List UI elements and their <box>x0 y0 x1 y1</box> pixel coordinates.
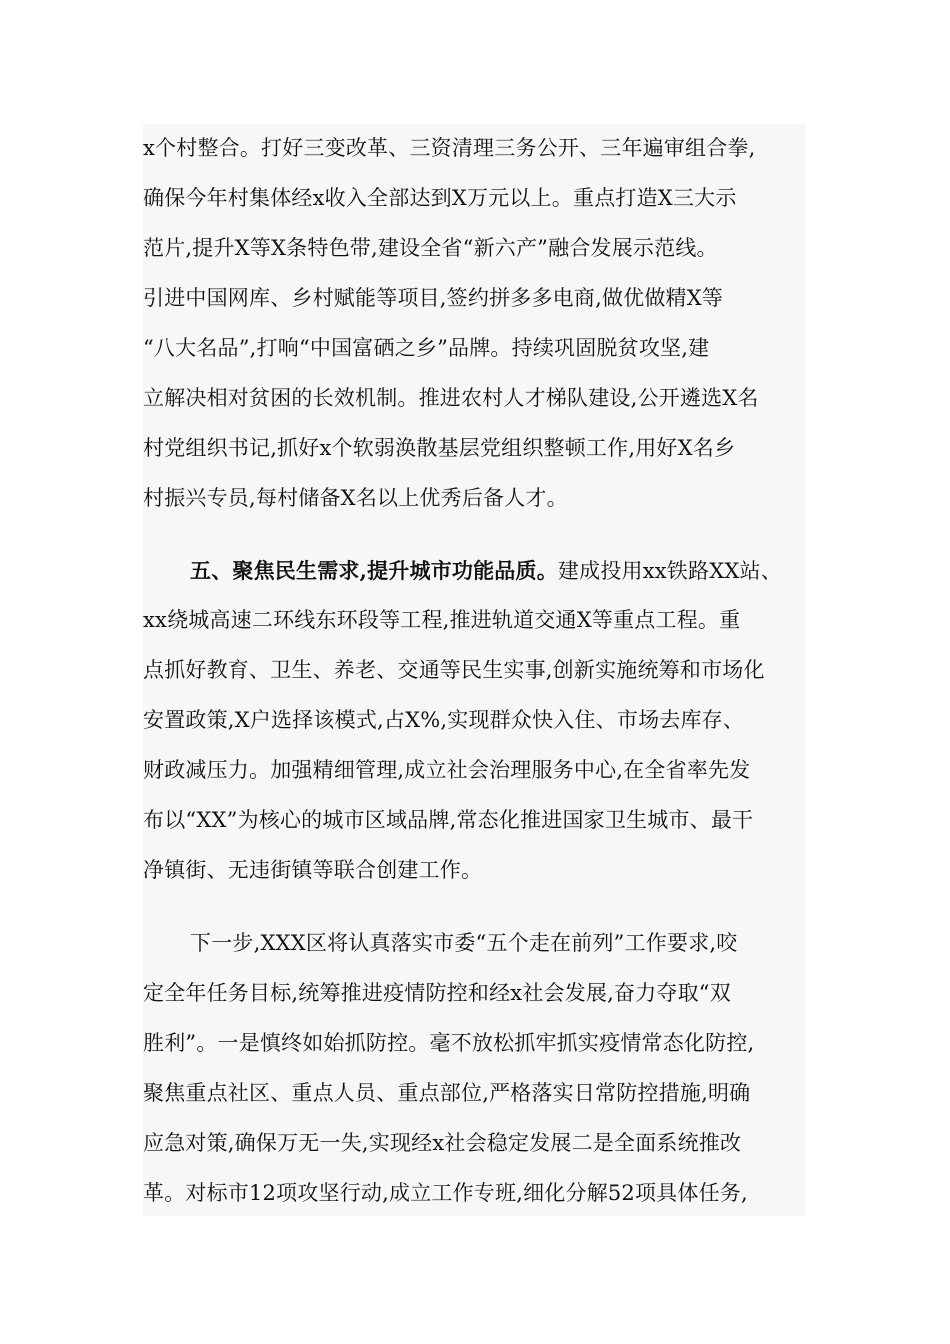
paragraph-3-line-4: 聚焦重点社区、重点人员、重点部位,严格落实日常防控措施,明确 <box>143 1081 751 1105</box>
paragraph-3-line-6: 革。对标市12项攻坚行动,成立工作专班,细化分解52项具体任务, <box>143 1181 748 1205</box>
paragraph-2-line-2: xx绕城高速二环线东环段等工程,推进轨道交通X等重点工程。重 <box>143 608 741 632</box>
paragraph-2-line-5: 财政减压力。加强精细管理,成立社会治理服务中心,在全省率先发 <box>143 758 751 782</box>
paragraph-2-line-7: 净镇街、无违街镇等联合创建工作。 <box>143 858 483 882</box>
section-heading: 五、聚焦民生需求,提升城市功能品质。 <box>190 558 558 583</box>
paragraph-1-line-5: “八大名品”,打响“中国富硒之乡”品牌。持续巩固脱贫攻坚,建 <box>143 336 710 360</box>
paragraph-1-line-6: 立解决相对贫困的长效机制。推进农村人才梯队建设,公开遴选X名 <box>143 386 759 410</box>
paragraph-3-line-1: 下一步,XXX区将认真落实市委“五个走在前列”工作要求,咬 <box>190 931 738 955</box>
paragraph-2-line-6: 布以“XX”为核心的城市区域品牌,常态化推进国家卫生城市、最干 <box>143 808 754 832</box>
paragraph-1-line-1: x个村整合。打好三变改革、三资清理三务公开、三年遍审组合拳, <box>143 136 756 160</box>
paragraph-1-line-8: 村振兴专员,每村储备X名以上优秀后备人才。 <box>143 486 568 510</box>
paragraph-3-line-3: 胜利”。一是慎终如始抓防控。毫不放松抓牢抓实疫情常态化防控, <box>143 1031 755 1055</box>
paragraph-1-line-3: 范片,提升X等X条特色带,建设全省“新六产”融合发展示范线。 <box>143 236 718 260</box>
paragraph-2-line-4: 安置政策,X户选择该模式,占X%,实现群众快入住、市场去库存、 <box>143 708 745 732</box>
section-heading-continuation: 建成投用xx铁路XX站、 <box>557 559 782 583</box>
paragraph-2-line-3: 点抓好教育、卫生、养老、交通等民生实事,创新实施统筹和市场化 <box>143 658 765 682</box>
paragraph-2-line-1 <box>190 554 782 588</box>
paragraph-1-line-7: 村党组织书记,抓好x个软弱涣散基层党组织整顿工作,用好X名乡 <box>143 436 736 460</box>
paragraph-3-line-5: 应急对策,确保万无一失,实现经x社会稳定发展二是全面系统推改 <box>143 1131 742 1155</box>
paragraph-1-line-2: 确保今年村集体经x收入全部达到X万元以上。重点打造X三大示 <box>143 186 737 210</box>
paragraph-1-line-4: 引进中国网库、乡村赋能等项目,签约拼多多电商,做优做精X等 <box>143 286 724 310</box>
paragraph-3-line-2: 定全年任务目标,统筹推进疫情防控和经x社会发展,奋力夺取“双 <box>143 981 731 1005</box>
